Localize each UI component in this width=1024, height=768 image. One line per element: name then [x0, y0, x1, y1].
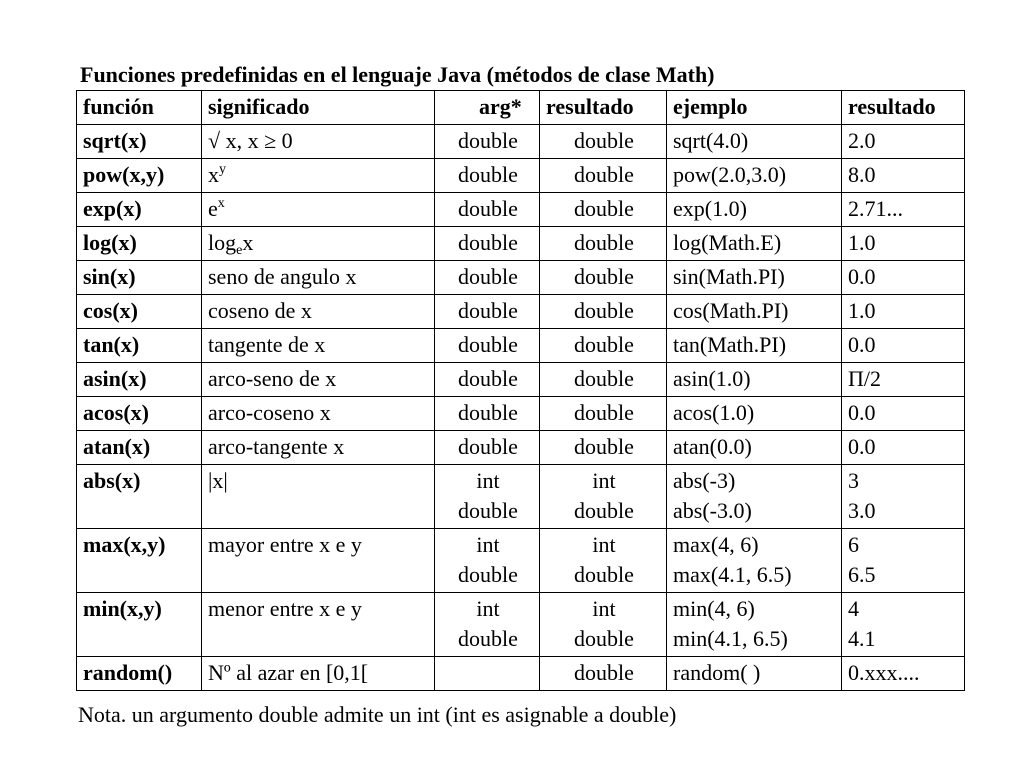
argument-type-cell — [435, 465, 540, 529]
argument-type-line: double — [458, 264, 518, 289]
example-result-line: 0.0 — [848, 332, 876, 357]
meaning-cell: arco-seno de x — [202, 363, 435, 397]
meaning-cell: seno de angulo x — [202, 261, 435, 295]
argument-type-line: double — [458, 366, 518, 391]
example-result-cell — [842, 363, 965, 397]
result-type-cell — [540, 295, 667, 329]
footnote: Nota. un argumento double admite un int (int es asignable a double) — [78, 702, 677, 727]
result-type-cell — [540, 397, 667, 431]
result-type-cell — [540, 227, 667, 261]
column-header-ejemplo: ejemplo — [667, 91, 842, 125]
example-result-line: 2.71... — [848, 196, 903, 221]
example-result-cell — [842, 159, 965, 193]
example-result-line: 1.0 — [848, 230, 876, 255]
result-type-cell — [540, 261, 667, 295]
example-line: exp(1.0) — [673, 196, 747, 221]
example-cell — [667, 657, 842, 691]
meaning-cell: arco-coseno x — [202, 397, 435, 431]
example-cell — [667, 159, 842, 193]
meaning-cell: √ x, x ≥ 0 — [202, 125, 435, 159]
meaning-cell — [202, 193, 435, 227]
table-row — [77, 159, 965, 193]
argument-type-cell — [435, 397, 540, 431]
function-name-cell: exp(x) — [77, 193, 202, 227]
example-result-cell — [842, 431, 965, 465]
result-type-cell — [540, 529, 667, 593]
example-cell — [667, 261, 842, 295]
result-type-cell — [540, 193, 667, 227]
example-line: sin(Math.PI) — [673, 264, 785, 289]
result-type-line: double — [574, 128, 634, 153]
function-name-cell: sqrt(x) — [77, 125, 202, 159]
table-row — [77, 465, 965, 529]
table-row — [77, 657, 965, 691]
example-result-line: 0.xxx.... — [848, 660, 920, 685]
result-type-line: double — [574, 626, 634, 651]
example-result-cell — [842, 465, 965, 529]
meaning-cell: mayor entre x e y — [202, 529, 435, 593]
argument-type-cell — [435, 227, 540, 261]
function-name-cell: min(x,y) — [77, 593, 202, 657]
result-type-cell — [540, 431, 667, 465]
example-line: min(4, 6) — [673, 596, 755, 621]
example-result-cell — [842, 529, 965, 593]
argument-type-cell — [435, 329, 540, 363]
example-result-line: 0.0 — [848, 400, 876, 425]
result-type-line: double — [574, 400, 634, 425]
table-row — [77, 529, 965, 593]
result-type-cell — [540, 657, 667, 691]
argument-type-cell — [435, 431, 540, 465]
argument-type-line: double — [458, 400, 518, 425]
example-cell — [667, 529, 842, 593]
example-cell — [667, 465, 842, 529]
argument-type-line: double — [458, 162, 518, 187]
function-name-cell: log(x) — [77, 227, 202, 261]
page-title: Funciones predefinidas en el lenguaje Java (métodos de clase Math) — [80, 62, 715, 87]
result-type-line: double — [574, 298, 634, 323]
example-result-cell — [842, 657, 965, 691]
table-row — [77, 295, 965, 329]
argument-type-cell — [435, 295, 540, 329]
meaning-base-text: x — [208, 162, 219, 187]
argument-type-line: double — [458, 498, 518, 523]
result-type-cell — [540, 125, 667, 159]
example-result-line: 1.0 — [848, 298, 876, 323]
result-type-line: double — [574, 366, 634, 391]
result-type-line: double — [574, 196, 634, 221]
column-header-funcion: función — [77, 91, 202, 125]
example-line: min(4.1, 6.5) — [673, 626, 788, 651]
example-line: sqrt(4.0) — [673, 128, 749, 153]
example-result-line: 6.5 — [848, 562, 876, 587]
argument-type-line: double — [458, 562, 518, 587]
example-result-line: 4 — [848, 596, 859, 621]
example-cell — [667, 125, 842, 159]
function-name-cell: acos(x) — [77, 397, 202, 431]
argument-type-line: double — [458, 626, 518, 651]
function-name-cell: sin(x) — [77, 261, 202, 295]
table-row — [77, 363, 965, 397]
table-row — [77, 431, 965, 465]
argument-type-line: int — [476, 532, 500, 557]
function-name-cell: tan(x) — [77, 329, 202, 363]
argument-type-line: double — [458, 230, 518, 255]
meaning-subscript: e — [236, 243, 243, 258]
result-type-cell — [540, 329, 667, 363]
argument-type-line: double — [458, 332, 518, 357]
example-result-line: Π/2 — [848, 366, 881, 391]
meaning-cell: |x| — [202, 465, 435, 529]
argument-type-cell — [435, 261, 540, 295]
example-cell — [667, 227, 842, 261]
argument-type-cell — [435, 363, 540, 397]
table-row — [77, 329, 965, 363]
argument-type-cell — [435, 593, 540, 657]
example-result-line: 8.0 — [848, 162, 876, 187]
function-name-cell: atan(x) — [77, 431, 202, 465]
example-line: cos(Math.PI) — [673, 298, 789, 323]
meaning-cell: Nº al azar en [0,1[ — [202, 657, 435, 691]
argument-type-line: double — [458, 128, 518, 153]
argument-type-line: double — [458, 434, 518, 459]
column-header-resultado: resultado — [540, 91, 667, 125]
argument-type-cell — [435, 193, 540, 227]
meaning-base-text: log — [208, 230, 237, 255]
example-line: max(4, 6) — [673, 532, 759, 557]
meaning-superscript: y — [219, 162, 226, 177]
example-result-line: 3 — [848, 468, 859, 493]
example-cell — [667, 363, 842, 397]
argument-type-line: double — [458, 196, 518, 221]
example-cell — [667, 431, 842, 465]
table-header-row — [77, 91, 965, 125]
meaning-cell — [202, 159, 435, 193]
example-result-cell — [842, 295, 965, 329]
example-line: random( ) — [673, 660, 761, 685]
table-row — [77, 227, 965, 261]
example-line: asin(1.0) — [673, 366, 751, 391]
example-result-cell — [842, 193, 965, 227]
example-line: abs(-3) — [673, 468, 736, 493]
function-name-cell: max(x,y) — [77, 529, 202, 593]
result-type-line: double — [574, 332, 634, 357]
example-cell — [667, 193, 842, 227]
example-cell — [667, 593, 842, 657]
example-line: abs(-3.0) — [673, 498, 752, 523]
example-cell — [667, 329, 842, 363]
argument-type-cell — [435, 159, 540, 193]
result-type-cell — [540, 159, 667, 193]
function-name-cell: asin(x) — [77, 363, 202, 397]
example-line: atan(0.0) — [673, 434, 752, 459]
result-type-line: double — [574, 230, 634, 255]
example-result-line: 3.0 — [848, 498, 876, 523]
meaning-cell: arco-tangente x — [202, 431, 435, 465]
example-line: pow(2.0,3.0) — [673, 162, 787, 187]
example-line: max(4.1, 6.5) — [673, 562, 792, 587]
example-result-cell — [842, 329, 965, 363]
example-cell — [667, 397, 842, 431]
column-header-arg: arg* — [435, 91, 540, 125]
argument-type-line: int — [476, 468, 500, 493]
function-name-cell: abs(x) — [77, 465, 202, 529]
example-result-cell — [842, 593, 965, 657]
example-line: tan(Math.PI) — [673, 332, 787, 357]
example-line: acos(1.0) — [673, 400, 755, 425]
meaning-superscript: x — [217, 196, 225, 211]
table-row — [77, 125, 965, 159]
function-name-cell: cos(x) — [77, 295, 202, 329]
result-type-line: double — [574, 264, 634, 289]
result-type-cell — [540, 593, 667, 657]
result-type-cell — [540, 465, 667, 529]
column-header-significado: significado — [202, 91, 435, 125]
result-type-line: double — [574, 498, 634, 523]
meaning-cell: menor entre x e y — [202, 593, 435, 657]
meaning-tail-text: x — [242, 230, 254, 255]
example-line: log(Math.E) — [673, 230, 782, 255]
argument-type-cell — [435, 657, 540, 691]
table-row — [77, 593, 965, 657]
table-row — [77, 397, 965, 431]
result-type-line: double — [574, 434, 634, 459]
example-result-cell — [842, 125, 965, 159]
example-result-cell — [842, 227, 965, 261]
table-body — [77, 125, 965, 691]
example-result-line: 0.0 — [848, 434, 876, 459]
result-type-line: int — [592, 596, 616, 621]
result-type-line: double — [574, 660, 634, 685]
table-row — [77, 193, 965, 227]
example-result-line: 2.0 — [848, 128, 876, 153]
meaning-cell — [202, 227, 435, 261]
function-name-cell: random() — [77, 657, 202, 691]
example-result-line: 4.1 — [848, 626, 876, 651]
result-type-line: double — [574, 562, 634, 587]
column-header-resultado-ejemplo: resultado — [842, 91, 965, 125]
result-type-cell — [540, 363, 667, 397]
result-type-line: int — [592, 532, 616, 557]
meaning-cell: coseno de x — [202, 295, 435, 329]
argument-type-cell — [435, 125, 540, 159]
example-result-line: 6 — [848, 532, 859, 557]
argument-type-line: double — [458, 298, 518, 323]
math-functions-table — [76, 90, 965, 691]
example-result-cell — [842, 261, 965, 295]
meaning-base-text: e — [208, 196, 218, 221]
example-cell — [667, 295, 842, 329]
example-result-cell — [842, 397, 965, 431]
result-type-line: int — [592, 468, 616, 493]
argument-type-line: int — [476, 596, 500, 621]
table-row — [77, 261, 965, 295]
example-result-line: 0.0 — [848, 264, 876, 289]
argument-type-cell — [435, 529, 540, 593]
result-type-line: double — [574, 162, 634, 187]
meaning-cell: tangente de x — [202, 329, 435, 363]
function-name-cell: pow(x,y) — [77, 159, 202, 193]
